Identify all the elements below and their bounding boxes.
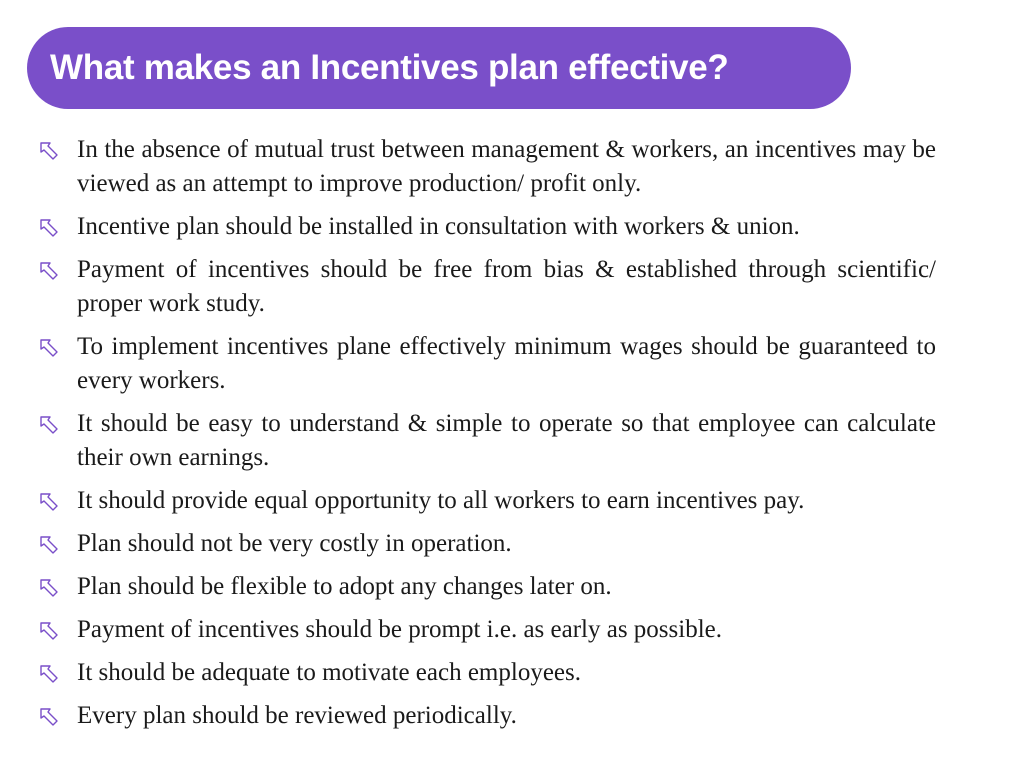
bullet-item <box>36 133 936 201</box>
outlined-arrow-icon <box>38 663 60 685</box>
bullet-text: It should provide equal opportunity to all workers to earn incentives pay. <box>77 487 805 514</box>
outlined-arrow-icon <box>38 337 60 359</box>
outlined-arrow-icon <box>38 534 60 556</box>
outlined-arrow-icon <box>38 706 60 728</box>
slide-title: What makes an Incentives plan effective? <box>50 48 729 87</box>
bullet-text: Payment of incentives should be prompt i.e. as early as possible. <box>77 616 723 643</box>
bullet-item <box>36 656 936 690</box>
bullet-item <box>36 613 936 647</box>
bullet-text: It should be easy to understand & simple to operate so that employee can calculate their own earnings. <box>77 410 936 471</box>
outlined-arrow-icon <box>38 140 60 162</box>
bullet-text: It should be adequate to motivate each employees. <box>77 659 581 686</box>
bullet-item <box>36 253 936 321</box>
bullet-item <box>36 484 936 518</box>
bullet-text: Plan should not be very costly in operation. <box>77 530 512 557</box>
bullet-item <box>36 330 936 398</box>
outlined-arrow-icon <box>38 620 60 642</box>
title-bar <box>27 27 851 109</box>
outlined-arrow-icon <box>38 414 60 436</box>
outlined-arrow-icon <box>38 491 60 513</box>
bullet-text: In the absence of mutual trust between management & workers, an incentives may be viewed as an attempt to improve production/ profit only. <box>77 136 936 197</box>
bullet-item <box>36 407 936 475</box>
bullet-text: Incentive plan should be installed in consultation with workers & union. <box>77 213 800 240</box>
bullet-item <box>36 527 936 561</box>
bullet-text: To implement incentives plane effectively minimum wages should be guaranteed to every workers. <box>77 333 936 394</box>
outlined-arrow-icon <box>38 577 60 599</box>
bullet-text: Every plan should be reviewed periodically. <box>77 702 517 729</box>
outlined-arrow-icon <box>38 217 60 239</box>
bullet-item <box>36 210 936 244</box>
bullet-text: Payment of incentives should be free from bias & established through scientific/ proper work study. <box>77 256 936 317</box>
bullet-item <box>36 570 936 604</box>
bullet-item <box>36 699 936 733</box>
outlined-arrow-icon <box>38 260 60 282</box>
bullet-text: Plan should be flexible to adopt any changes later on. <box>77 573 612 600</box>
bullet-list <box>36 133 936 742</box>
